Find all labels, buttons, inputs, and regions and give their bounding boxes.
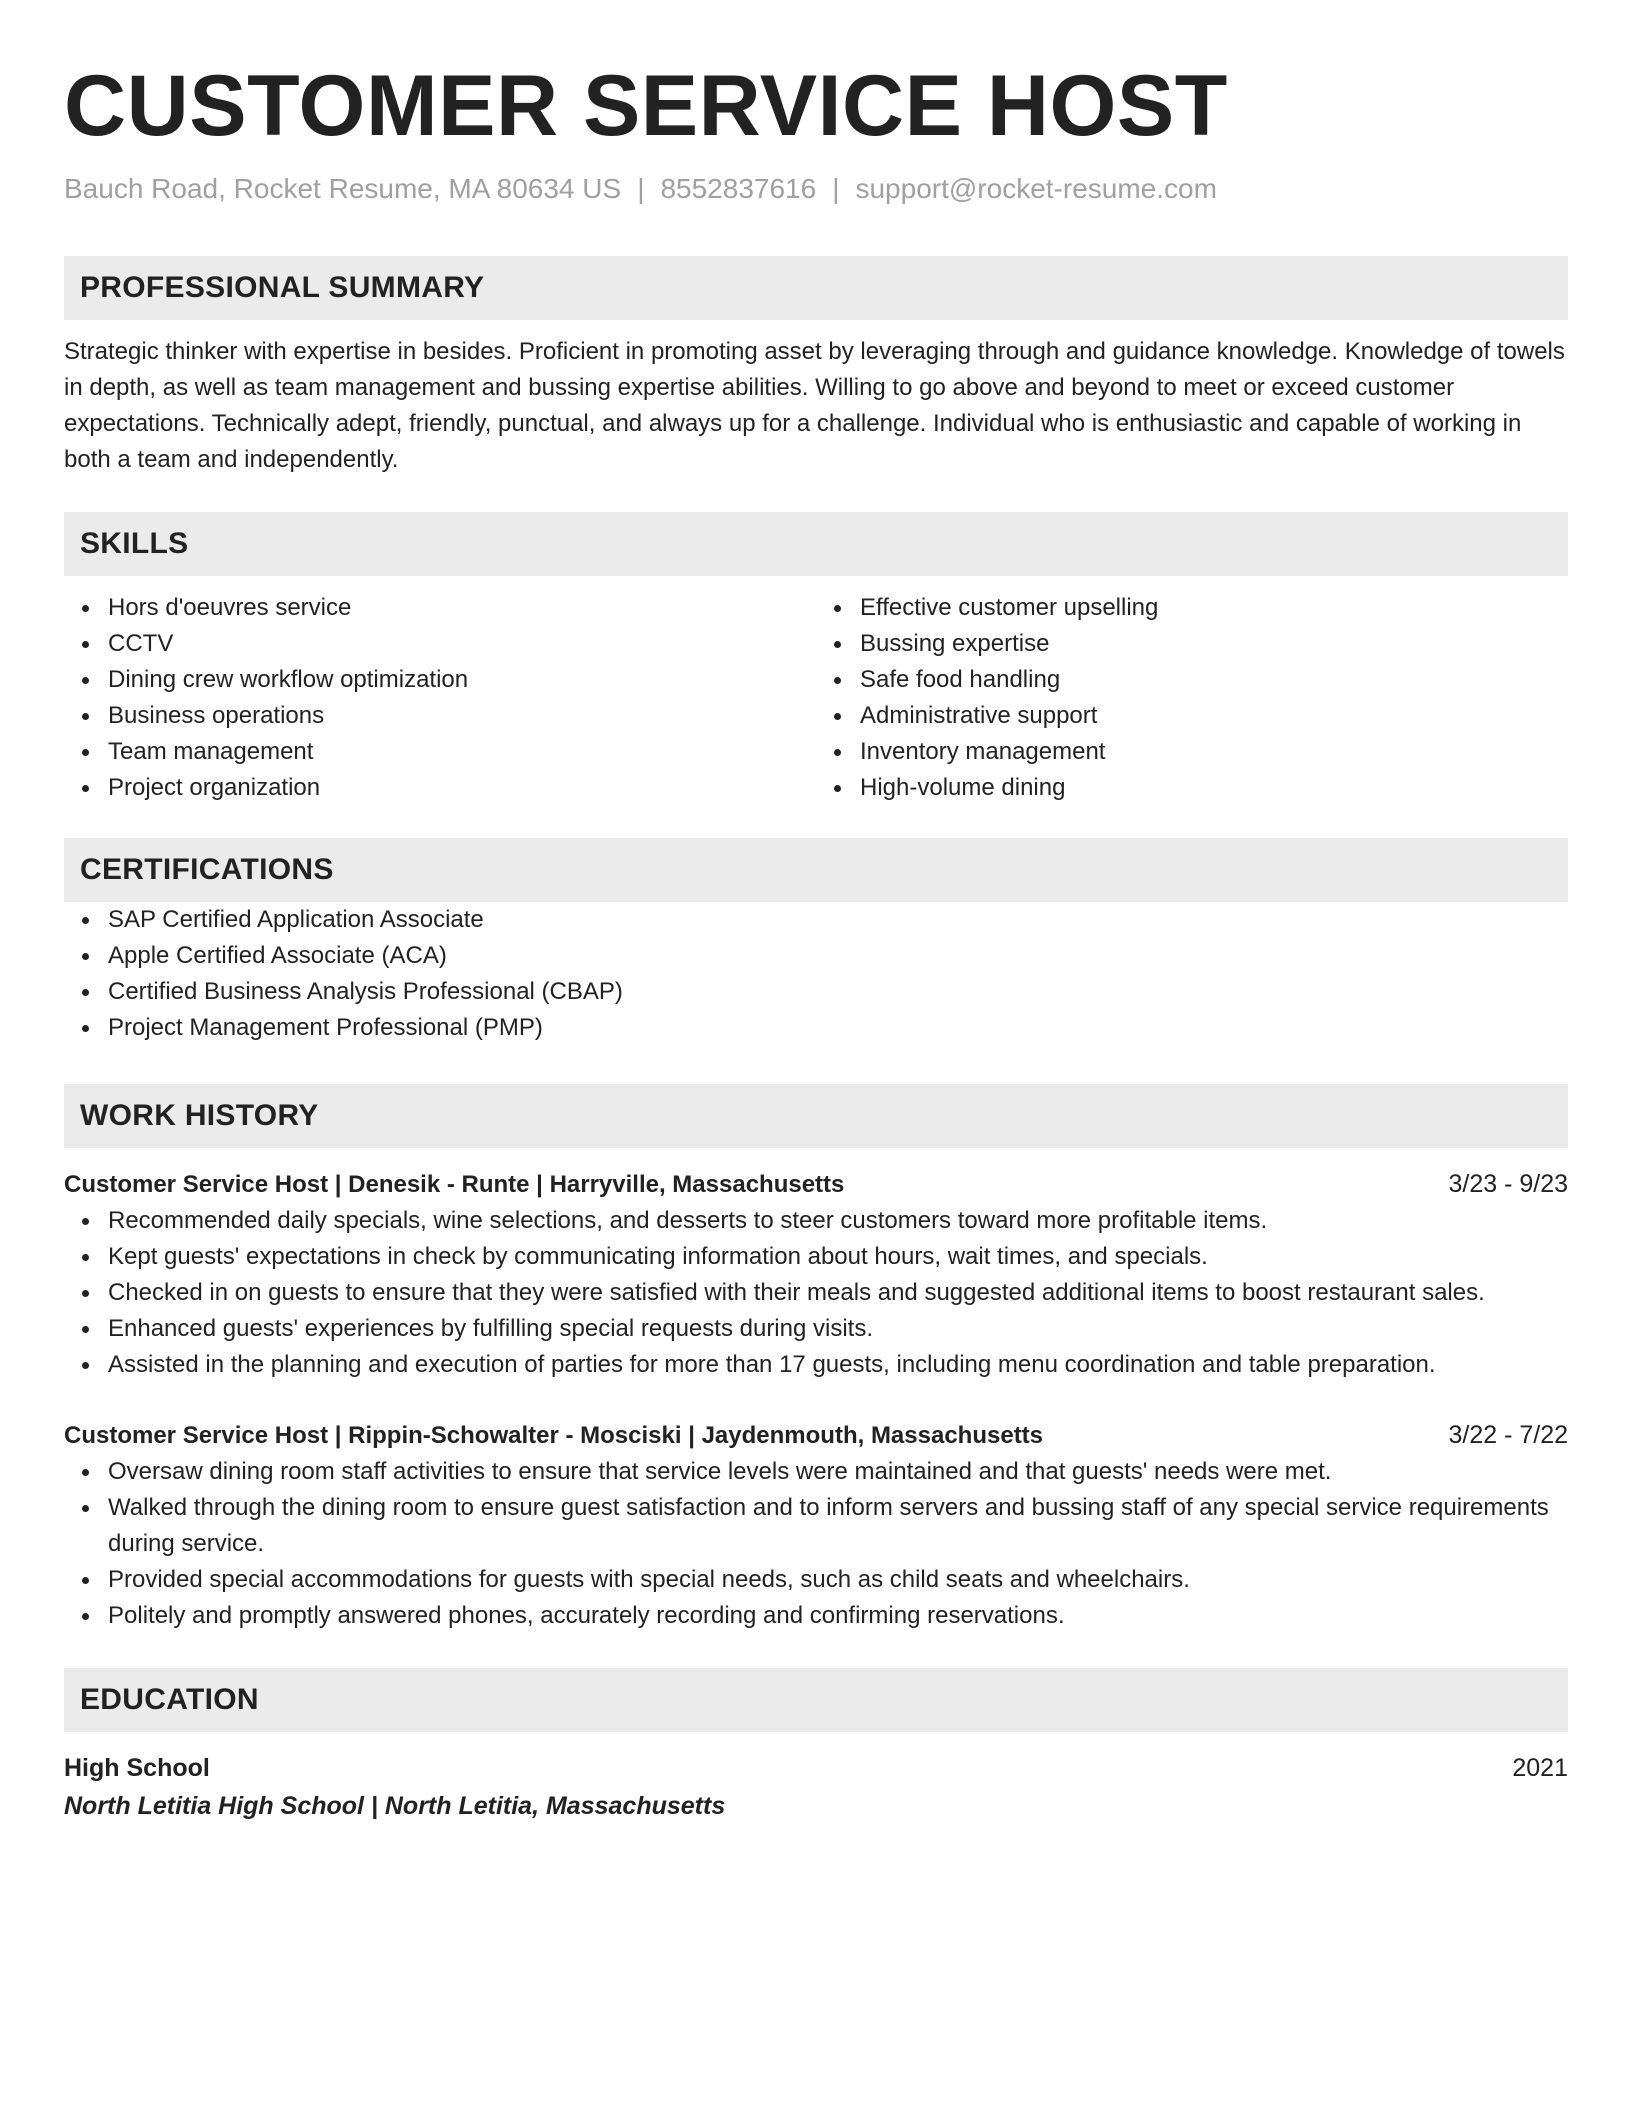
job-bullet: Walked through the dining room to ensure guest satisfaction and to inform servers and bussing staff of any special service requirements during service.: [64, 1490, 1568, 1562]
section-header-education: EDUCATION: [64, 1668, 1568, 1732]
certification-item: SAP Certified Application Associate: [64, 902, 1568, 938]
section-header-skills: SKILLS: [64, 512, 1568, 576]
skill-item: Bussing expertise: [816, 626, 1568, 662]
skills-column-right: [816, 590, 1568, 806]
job-bullet: Kept guests' expectations in check by communicating information about hours, wait times, and specials.: [64, 1239, 1568, 1275]
job-bullet: Assisted in the planning and execution of parties for more than 17 guests, including menu coordination and table preparation.: [64, 1347, 1568, 1383]
skill-item: Inventory management: [816, 734, 1568, 770]
certifications-list: [64, 902, 1568, 1046]
job-title-row: [64, 1417, 1568, 1454]
job-bullet: Politely and promptly answered phones, accurately recording and confirming reservations.: [64, 1598, 1568, 1634]
skill-item: Dining crew workflow optimization: [64, 662, 816, 698]
skill-item: Hors d'oeuvres service: [64, 590, 816, 626]
resume-name: CUSTOMER SERVICE HOST: [64, 58, 1228, 154]
job-title: Customer Service Host | Denesik - Runte | Harryville, Massachusetts: [64, 1171, 845, 1198]
skill-item: Safe food handling: [816, 662, 1568, 698]
education-year: 2021: [1512, 1754, 1568, 1782]
skill-item: Business operations: [64, 698, 816, 734]
job-title-row: [64, 1166, 1568, 1203]
contact-address: Bauch Road, Rocket Resume, MA 80634 US: [64, 173, 622, 204]
skills-list-left: [64, 590, 816, 806]
contact-separator: |: [832, 173, 840, 204]
skills-column-left: [64, 590, 816, 806]
education-school: North Letitia High School | North Letitia, Massachusetts: [64, 1792, 726, 1820]
skill-item: High-volume dining: [816, 770, 1568, 806]
skill-item: Project organization: [64, 770, 816, 806]
contact-line: [64, 172, 1568, 206]
section-header-work-history: WORK HISTORY: [64, 1084, 1568, 1148]
job-bullets: [64, 1454, 1568, 1634]
job-bullet: Provided special accommodations for guests with special needs, such as child seats and wheelchairs.: [64, 1562, 1568, 1598]
job-entry: [64, 1417, 1568, 1634]
certification-item: Apple Certified Associate (ACA): [64, 938, 1568, 974]
skills-list-right: [816, 590, 1568, 806]
job-bullet: Oversaw dining room staff activities to ensure that service levels were maintained and that guests' needs were met.: [64, 1454, 1568, 1490]
skills-grid: [64, 590, 1568, 806]
certification-item: Certified Business Analysis Professional (CBAP): [64, 974, 1568, 1010]
skill-item: Team management: [64, 734, 816, 770]
skill-item: Effective customer upselling: [816, 590, 1568, 626]
skill-item: Administrative support: [816, 698, 1568, 734]
job-title: Customer Service Host | Rippin-Schowalter - Mosciski | Jaydenmouth, Massachusetts: [64, 1422, 1044, 1449]
job-entry: [64, 1166, 1568, 1383]
education-degree: High School: [64, 1754, 210, 1782]
summary-text: Strategic thinker with expertise in besides. Proficient in promoting asset by leveraging through and guidance knowledge. Knowledge of towels in depth, as well as team management and bussing expertise abilities. Willing to go above and beyond to meet or exceed customer expectations. Technically adept, friendly, punctual, and always up for a challenge. Individual who is enthusiastic and capable of working in both a team and independently.: [64, 338, 1565, 473]
job-bullet: Enhanced guests' experiences by fulfilling special requests during visits.: [64, 1311, 1568, 1347]
section-header-certifications: CERTIFICATIONS: [64, 838, 1568, 902]
contact-email: support@rocket-resume.com: [855, 173, 1217, 204]
certification-item: Project Management Professional (PMP): [64, 1010, 1568, 1046]
job-dates: 3/23 - 9/23: [1448, 1170, 1568, 1198]
contact-phone: 8552837616: [660, 173, 817, 204]
job-bullet: Recommended daily specials, wine selections, and desserts to steer customers toward more profitable items.: [64, 1203, 1568, 1239]
section-header-summary: PROFESSIONAL SUMMARY: [64, 256, 1568, 320]
job-bullet: Checked in on guests to ensure that they were satisfied with their meals and suggested additional items to boost restaurant sales.: [64, 1275, 1568, 1311]
education-row: [64, 1750, 1568, 1786]
skill-item: CCTV: [64, 626, 816, 662]
contact-separator: |: [637, 173, 645, 204]
job-bullets: [64, 1203, 1568, 1383]
job-dates: 3/22 - 7/22: [1448, 1421, 1568, 1449]
